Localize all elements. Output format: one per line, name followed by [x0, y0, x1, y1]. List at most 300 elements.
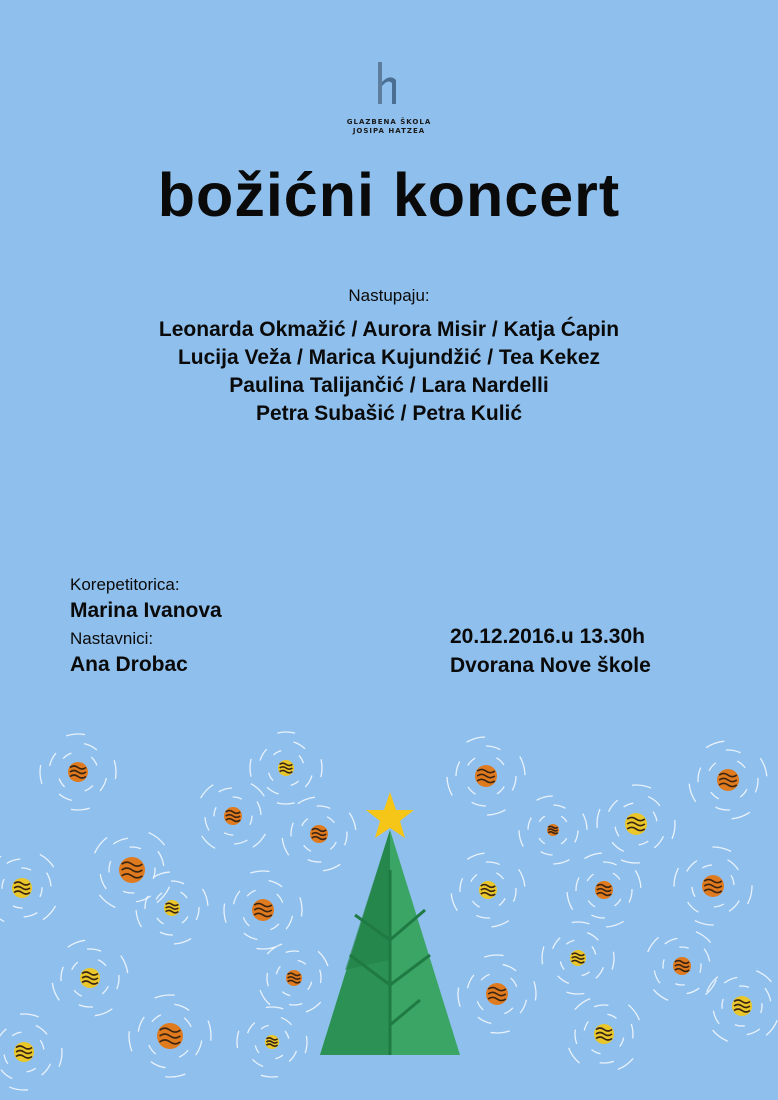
snow-swirl — [700, 963, 701, 972]
snow-swirl — [587, 933, 598, 941]
snow-swirl — [0, 909, 4, 922]
snow-swirl — [286, 916, 292, 929]
snow-swirl — [468, 975, 474, 988]
snow-swirl — [74, 990, 82, 996]
performers-list — [0, 316, 778, 428]
snow-swirl — [553, 938, 561, 949]
snow-swirl — [66, 734, 85, 736]
snow-swirl — [766, 1020, 777, 1035]
snow-swirl — [705, 980, 716, 995]
snow-swirl — [620, 1037, 624, 1046]
snow-swirl — [511, 978, 517, 987]
snow-swirl — [587, 874, 593, 881]
snow-swirl — [20, 1014, 39, 1017]
snow-swirl — [21, 868, 31, 870]
snow-swirl — [519, 869, 525, 886]
snow-swirl — [0, 856, 1, 870]
snow-swirl — [653, 812, 657, 822]
snow-swirl — [298, 797, 315, 803]
snow-swirl — [707, 977, 718, 992]
snow-swirl — [584, 853, 601, 859]
snow-swirl — [308, 860, 322, 862]
snow-swirl — [600, 1061, 614, 1063]
snow-swirl — [534, 981, 536, 1000]
snow-swirl — [566, 940, 574, 944]
snow-swirl — [196, 1040, 202, 1055]
snow-swirl — [71, 808, 90, 810]
snow-swirl — [24, 913, 38, 917]
snow-swirl — [735, 1025, 745, 1026]
snow-swirl — [628, 1005, 639, 1020]
snow-swirl — [481, 974, 490, 980]
snow-swirl — [748, 885, 752, 904]
snow-swirl — [95, 837, 108, 853]
ornament-icon — [594, 1024, 614, 1044]
snow-swirl — [275, 1055, 283, 1059]
snow-swirl — [665, 938, 678, 944]
snow-swirl — [486, 862, 500, 865]
snow-swirl — [40, 765, 42, 784]
snow-swirl — [541, 852, 553, 855]
ornament-icon — [547, 824, 559, 836]
snow-swirl — [160, 932, 173, 935]
snow-swirl — [267, 787, 279, 794]
snow-swirl — [519, 830, 523, 846]
snow-swirl — [4, 1055, 8, 1064]
snow-swirl — [497, 787, 504, 794]
snow-swirl — [248, 1022, 255, 1033]
snow-swirl — [7, 859, 21, 863]
snow-swirl — [85, 785, 93, 790]
snow-swirl — [109, 861, 111, 872]
snow-swirl — [282, 992, 290, 996]
snow-swirl — [561, 838, 567, 844]
snow-swirl — [654, 836, 663, 848]
snow-swirl — [615, 827, 619, 837]
accompanist-name: Marina Ivanova — [70, 599, 222, 622]
snow-swirl — [184, 1018, 191, 1027]
snow-swirl — [504, 1008, 513, 1014]
ornament-icon — [157, 1023, 183, 1049]
snow-swirl — [95, 1009, 112, 1016]
ornament-icon — [475, 765, 497, 787]
snow-swirl — [468, 758, 475, 765]
ornament-icon — [80, 968, 100, 988]
snow-swirl — [484, 955, 503, 957]
event-info — [450, 622, 651, 680]
snow-swirl — [291, 823, 293, 837]
snow-swirl — [496, 873, 503, 879]
snow-swirl — [520, 757, 525, 776]
snow-swirl — [567, 892, 573, 909]
snow-swirl — [706, 741, 724, 747]
snow-swirl — [575, 830, 578, 842]
snow-swirl — [205, 817, 209, 830]
snow-swirl — [2, 879, 4, 889]
ornament-icon — [119, 857, 145, 883]
ornament-icon — [14, 1042, 34, 1062]
snow-swirl — [157, 918, 164, 924]
snow-swirl — [582, 972, 590, 976]
snow-swirl — [233, 797, 242, 799]
snow-swirl — [654, 971, 660, 984]
school-logo — [339, 62, 439, 136]
snow-swirl — [40, 854, 54, 867]
snow-swirl — [237, 1031, 239, 1048]
snow-swirl — [149, 833, 165, 846]
snow-swirl — [629, 889, 632, 903]
snow-swirl — [59, 779, 64, 787]
snow-swirl — [91, 757, 96, 765]
snow-swirl — [305, 775, 312, 787]
snow-swirl — [273, 751, 281, 755]
staff-block — [70, 574, 222, 682]
snow-swirl — [761, 1003, 762, 1013]
snow-swirl — [182, 916, 188, 923]
snow-swirl — [696, 932, 711, 943]
h-letter-logo-icon — [376, 62, 402, 106]
snow-swirl — [138, 1017, 144, 1032]
performers-line: Paulina Talijančić / Lara Nardelli — [229, 374, 549, 397]
snow-swirl — [61, 967, 63, 981]
snow-swirl — [468, 787, 475, 794]
accompanist-label: Korepetitorica: — [70, 575, 180, 594]
snow-swirl — [512, 776, 516, 790]
snow-swirl — [597, 809, 600, 828]
snow-swirl — [679, 947, 688, 948]
snow-swirl — [760, 758, 766, 776]
ornament-icon — [68, 762, 88, 782]
snow-swirl — [251, 784, 264, 797]
snow-swirl — [72, 962, 78, 970]
snow-swirl — [490, 1031, 509, 1033]
snow-swirl — [157, 887, 170, 903]
snow-swirl — [255, 1045, 259, 1053]
snow-swirl — [224, 903, 226, 922]
snow-swirl — [447, 777, 452, 796]
snow-swirl — [201, 785, 214, 798]
snow-swirl — [244, 933, 257, 939]
snow-swirl — [277, 803, 295, 804]
snow-swirl — [252, 1059, 263, 1066]
snow-swirl — [713, 1030, 728, 1041]
snow-swirl — [728, 860, 739, 870]
snow-swirl — [165, 1074, 185, 1077]
snow-swirl — [321, 759, 322, 777]
snow-swirl — [234, 840, 247, 844]
snow-swirl — [289, 1004, 302, 1005]
snow-swirl — [576, 877, 579, 891]
snow-swirl — [714, 904, 724, 907]
snow-swirl — [63, 753, 71, 758]
snow-swirl — [609, 800, 618, 812]
snow-swirl — [270, 924, 279, 930]
snow-swirl — [27, 1068, 36, 1072]
snow-swirl — [755, 778, 758, 793]
ornament-icon — [252, 899, 274, 921]
snow-swirl — [675, 984, 684, 985]
snow-swirl — [499, 898, 505, 905]
snow-swirl — [695, 921, 714, 925]
ornament-icon — [732, 996, 752, 1016]
snow-swirl — [621, 860, 640, 863]
snow-swirl — [575, 1030, 577, 1044]
snow-swirl — [174, 939, 191, 944]
snow-swirl — [317, 806, 331, 808]
snow-swirl — [473, 901, 480, 907]
snow-swirl — [250, 871, 269, 873]
snow-swirl — [100, 778, 106, 791]
snow-swirl — [618, 1058, 633, 1069]
snow-swirl — [289, 1051, 296, 1062]
snow-swirl — [588, 900, 595, 906]
snow-swirl — [203, 889, 208, 906]
snow-swirl — [171, 881, 184, 884]
snow-swirl — [281, 1018, 292, 1025]
snow-swirl — [467, 853, 484, 859]
performers-line: Petra Subašić / Petra Kulić — [255, 402, 523, 425]
ornament-icon — [479, 881, 497, 899]
snow-swirl — [739, 986, 749, 987]
snow-swirl — [102, 986, 108, 994]
snow-swirl — [558, 976, 569, 984]
snow-swirl — [114, 760, 116, 779]
snow-swirl — [98, 960, 106, 966]
snow-swirl — [591, 915, 605, 918]
snow-swirl — [722, 999, 723, 1009]
snow-swirl — [282, 838, 288, 855]
snow-swirl — [224, 833, 233, 835]
snow-swirl — [756, 971, 771, 982]
ornament-icon — [164, 900, 180, 916]
snow-swirl — [136, 896, 151, 902]
snow-swirl — [632, 785, 651, 788]
snow-swirl — [0, 1029, 6, 1040]
snow-swirl — [713, 1011, 719, 1024]
ornament-icon — [12, 878, 32, 898]
snow-swirl — [528, 818, 531, 830]
event-venue: Dvorana Nove škole — [450, 654, 651, 677]
snow-swirl — [553, 805, 565, 808]
ornament-icon — [224, 807, 242, 825]
ornament-icon — [310, 825, 328, 843]
snow-swirl — [539, 816, 545, 822]
snow-swirl — [607, 1014, 616, 1018]
snow-swirl — [460, 878, 463, 892]
snow-swirl — [269, 773, 273, 781]
performers-label: Nastupaju: — [348, 286, 430, 305]
snow-swirl — [13, 906, 23, 908]
snow-swirl — [726, 750, 741, 753]
snow-swirl — [467, 737, 486, 742]
snow-swirl — [569, 1048, 580, 1063]
snow-swirl — [704, 949, 710, 962]
snow-swirl — [737, 761, 745, 768]
snow-swirl — [36, 1026, 47, 1035]
snow-swirl — [542, 946, 544, 964]
snow-swirl — [539, 838, 545, 844]
snow-swirl — [40, 887, 42, 897]
snow-swirl — [724, 977, 737, 983]
snow-swirl — [476, 915, 490, 918]
snow-swirl — [486, 746, 500, 750]
snow-swirl — [566, 992, 584, 994]
snow-swirl — [456, 762, 460, 776]
ornament-icon — [673, 957, 691, 975]
snow-swirl — [592, 1050, 601, 1054]
snow-swirl — [594, 1005, 608, 1007]
snow-swirl — [155, 995, 175, 998]
snow-swirl — [234, 891, 240, 904]
snow-swirl — [497, 758, 504, 765]
snow-swirl — [129, 1031, 132, 1051]
snow-swirl — [257, 802, 261, 815]
snow-swirl — [624, 803, 634, 807]
snow-swirl — [174, 1004, 189, 1010]
snow-swirl — [59, 794, 72, 800]
snow-swirl — [503, 965, 516, 971]
ornament-icon — [278, 760, 294, 776]
snow-swirl — [286, 951, 299, 952]
snow-swirl — [202, 836, 215, 849]
ornament-icon — [286, 970, 302, 986]
snow-swirl — [123, 891, 134, 893]
snow-swirl — [672, 820, 675, 839]
snow-swirl — [300, 897, 302, 916]
event-datetime: 20.12.2016.u 13.30h — [450, 625, 645, 648]
snow-swirl — [613, 873, 620, 879]
snow-swirl — [648, 937, 659, 952]
snow-swirl — [689, 784, 695, 802]
snow-swirl — [688, 902, 699, 912]
snow-swirl — [612, 842, 624, 851]
snow-swirl — [87, 949, 101, 951]
snow-swirl — [711, 792, 719, 799]
snow-swirl — [663, 959, 664, 968]
snow-swirl — [596, 967, 604, 978]
snow-swirl — [698, 767, 701, 782]
performers-line: Lucija Veža / Marica Kujundžić / Tea Kekez — [177, 346, 601, 369]
snow-swirl — [687, 861, 697, 872]
ornament-icon — [717, 769, 739, 791]
snow-swirl — [631, 1024, 633, 1038]
snow-swirl — [478, 1017, 491, 1023]
snow-swirl — [149, 1045, 156, 1054]
snow-swirl — [575, 999, 590, 1010]
ornament-icon — [265, 1035, 279, 1049]
snow-swirl — [306, 1002, 321, 1012]
snow-swirl — [42, 1064, 51, 1075]
snow-swirl — [674, 868, 678, 887]
snow-swirl — [747, 1029, 760, 1035]
snow-swirl — [553, 860, 569, 864]
snow-swirl — [687, 988, 700, 994]
snow-swirl — [639, 841, 649, 845]
snow-swirl — [308, 982, 312, 990]
snow-swirl — [458, 987, 460, 1006]
snow-swirl — [260, 749, 267, 761]
snow-swirl — [113, 838, 128, 844]
snow-swirl — [293, 742, 305, 749]
snow-swirl — [330, 842, 336, 849]
ornament-icon — [595, 881, 613, 899]
snow-swirl — [276, 966, 280, 974]
snow-swirl — [250, 759, 251, 777]
snow-swirl — [260, 990, 270, 1005]
snow-swirl — [305, 1036, 307, 1053]
snow-swirl — [1, 1070, 12, 1079]
snow-swirl — [277, 894, 283, 903]
ornament-icon — [486, 983, 508, 1005]
snow-swirl — [219, 788, 232, 792]
snow-swirl — [513, 888, 516, 902]
snow-swirl — [266, 1007, 283, 1009]
snow-swirl — [68, 940, 85, 947]
snow-swirl — [614, 899, 620, 906]
snow-swirl — [285, 1031, 289, 1039]
snow-swirl — [180, 892, 187, 898]
snow-swirl — [298, 960, 306, 964]
ornament-icon — [570, 950, 586, 966]
christmas-tree-icon — [320, 830, 460, 1055]
snow-swirl — [702, 865, 712, 868]
ornament-icon — [702, 875, 724, 897]
logo-line-1: GLAZBENA ŠKOLA — [346, 118, 432, 126]
snow-swirl — [47, 873, 51, 887]
performers-line: Leonarda Okmažić / Aurora Misir / Katja Ćapin — [158, 318, 620, 341]
teachers-label: Nastavnici: — [70, 629, 154, 648]
snow-swirl — [349, 813, 355, 830]
snow-swirl — [9, 1087, 28, 1090]
snow-swirl — [59, 1048, 62, 1067]
snow-swirl — [472, 802, 486, 806]
logo-line-2: JOSIPA HATZEA — [352, 127, 426, 135]
snow-swirl — [99, 895, 115, 908]
snow-swirl — [491, 921, 508, 927]
teachers-name: Ana Drobac — [70, 653, 188, 676]
snow-swirl — [247, 890, 256, 896]
snow-swirl — [732, 812, 750, 818]
snow-swirl — [145, 896, 148, 909]
snow-swirl — [635, 870, 641, 887]
snow-swirl — [152, 1015, 161, 1022]
snow-swirl — [606, 921, 623, 927]
snow-swirl — [584, 1022, 588, 1031]
snow-swirl — [323, 864, 340, 870]
snow-swirl — [261, 1075, 278, 1077]
snow-swirl — [179, 1050, 188, 1057]
snow-swirl — [477, 1001, 483, 1010]
snow-swirl — [740, 789, 747, 797]
snow-swirl — [299, 755, 303, 763]
snow-swirl — [612, 952, 614, 970]
page-title: božićni koncert — [157, 161, 621, 229]
snow-swirl — [583, 814, 587, 830]
snow-swirl — [318, 951, 328, 966]
snow-swirl — [253, 834, 266, 847]
snow-swirl — [561, 816, 567, 822]
snow-swirl — [345, 832, 347, 846]
snow-swirl — [302, 819, 308, 826]
snow-swirl — [50, 753, 56, 766]
snow-swirl — [100, 874, 106, 889]
snow-swirl — [52, 983, 59, 1000]
snow-swirl — [79, 1005, 93, 1007]
snow-swirl — [121, 956, 128, 973]
snow-swirl — [304, 845, 311, 851]
snow-swirl — [117, 975, 119, 989]
snow-swirl — [250, 816, 252, 825]
